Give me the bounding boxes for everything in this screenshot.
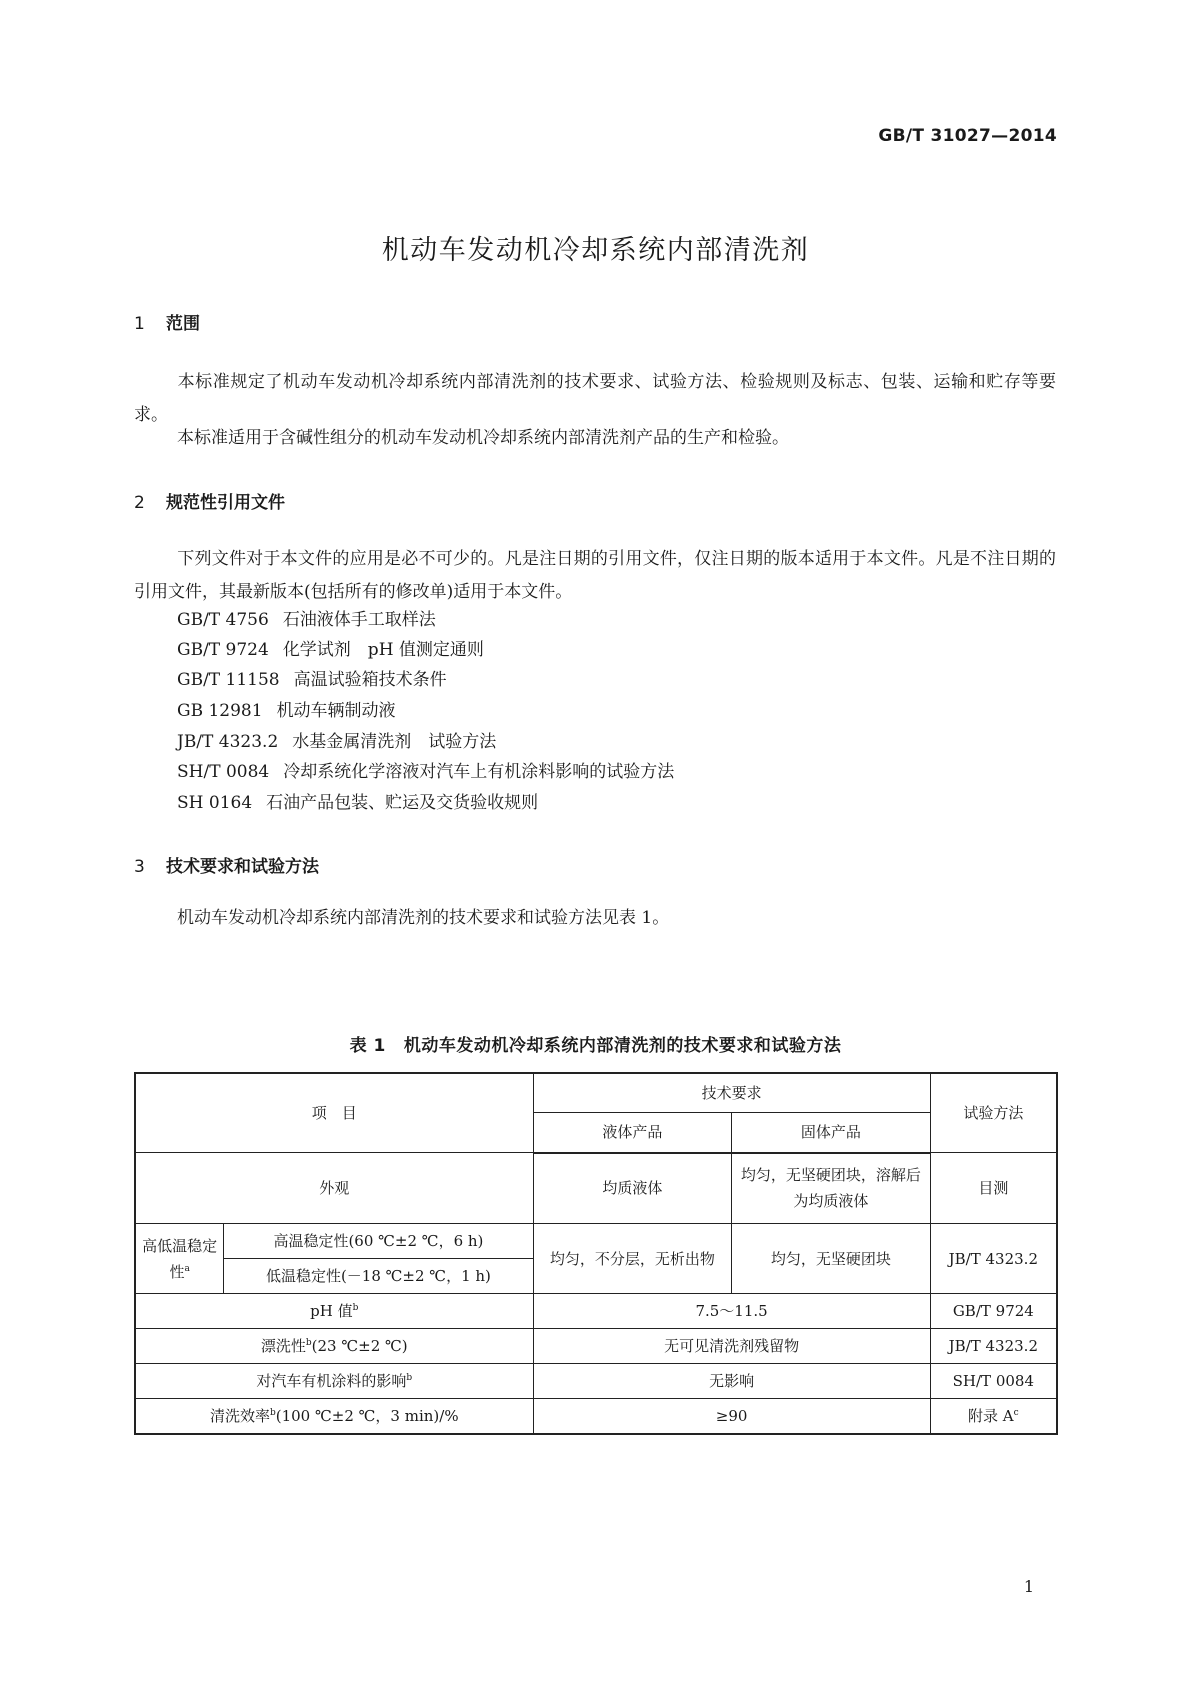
- cell-value: 无影响: [533, 1364, 930, 1399]
- cell-method: GB/T 9724: [930, 1294, 1057, 1329]
- section-number: 2: [134, 493, 145, 513]
- paragraph-text: 本标准适用于含碱性组分的机动车发动机冷却系统内部清洗剂产品的生产和检验。: [177, 428, 789, 448]
- section-number: 3: [134, 857, 145, 877]
- cell-item: 外观: [135, 1153, 533, 1224]
- table-row: [135, 1294, 1057, 1329]
- reference-title: 化学试剂 pH 值测定通则: [282, 640, 484, 660]
- item-condition: (23 ℃±2 ℃): [311, 1337, 408, 1355]
- item-label: 对汽车有机涂料的影响: [256, 1372, 407, 1390]
- reference-title: 石油液体手工取样法: [282, 610, 436, 630]
- reference-title: 冷却系统化学溶液对汽车上有机涂料影响的试验方法: [283, 762, 675, 782]
- paragraph-text: 机动车发动机冷却系统内部清洗剂的技术要求和试验方法见表 1。: [177, 908, 670, 928]
- reference-code: GB/T 9724: [177, 640, 269, 660]
- standard-number: GB/T 31027—2014: [878, 126, 1057, 146]
- reference-code: GB 12981: [177, 701, 263, 721]
- section-title: 技术要求和试验方法: [166, 857, 319, 877]
- reference-code: JB/T 4323.2: [177, 732, 279, 752]
- cell-solid: 均匀，无坚硬团块，溶解后为均质液体: [732, 1153, 931, 1224]
- table-row: [135, 1153, 1057, 1224]
- scope-paragraph-2: [134, 422, 1056, 455]
- footnote-mark: b: [305, 1338, 312, 1348]
- cell-method: JB/T 4323.2: [930, 1224, 1057, 1294]
- header-solid: 固体产品: [732, 1113, 931, 1153]
- reference-item: [177, 665, 447, 690]
- group-label: 高低温稳定性: [142, 1236, 218, 1281]
- footnote-mark: b: [352, 1303, 359, 1313]
- reference-item: [177, 757, 674, 782]
- item-condition: (100 ℃±2 ℃，3 min)/%: [275, 1407, 459, 1425]
- paragraph-text: 下列文件对于本文件的应用是必不可少的。凡是注日期的引用文件，仅注日期的版本适用于本文件。凡是不注日期的引用文件，其最新版本(包括所有的修改单)适用于本文件。: [134, 549, 1056, 602]
- reference-item: [177, 635, 484, 660]
- page-number: 1: [1023, 1577, 1034, 1596]
- reference-item: [177, 696, 396, 721]
- section-number: 1: [134, 314, 145, 334]
- reference-title: 石油产品包装、贮运及交货验收规则: [266, 793, 539, 813]
- section-2-heading: [134, 488, 285, 513]
- cell-item: 高温稳定性(60 ℃±2 ℃，6 h): [224, 1224, 533, 1259]
- section-3-heading: [134, 852, 319, 877]
- table-row: [135, 1224, 1057, 1259]
- cell-solid: 均匀，无坚硬团块: [732, 1224, 931, 1294]
- table-header-row: [135, 1073, 1057, 1113]
- table-label: 表 1: [349, 1036, 386, 1056]
- reference-code: GB/T 4756: [177, 610, 269, 630]
- reference-code: SH/T 0084: [177, 762, 270, 782]
- footnote-mark: b: [406, 1373, 413, 1383]
- cell-liquid: 均质液体: [533, 1153, 732, 1224]
- table-row: [135, 1329, 1057, 1364]
- reference-item: [177, 788, 538, 813]
- reference-title: 水基金属清洗剂 试验方法: [292, 732, 497, 752]
- requirements-table: [134, 1072, 1058, 1435]
- reference-item: [177, 605, 436, 630]
- reference-title: 机动车辆制动液: [276, 701, 396, 721]
- item-label: 漂洗性: [260, 1337, 306, 1355]
- footnote-mark: c: [1013, 1408, 1019, 1418]
- cell-method: [930, 1399, 1057, 1435]
- reference-code: SH 0164: [177, 793, 253, 813]
- cell-liquid: 均匀，不分层，无析出物: [533, 1224, 732, 1294]
- requirements-intro-paragraph: [134, 902, 1056, 935]
- cell-method: JB/T 4323.2: [930, 1329, 1057, 1364]
- table-caption-text: 机动车发动机冷却系统内部清洗剂的技术要求和试验方法: [403, 1036, 842, 1056]
- footnote-mark: a: [184, 1263, 190, 1274]
- section-title: 范围: [166, 314, 200, 334]
- cell-group: [135, 1224, 224, 1294]
- cell-method: SH/T 0084: [930, 1364, 1057, 1399]
- table-caption: [0, 1031, 1191, 1056]
- item-label: 清洗效率: [209, 1407, 270, 1425]
- footnote-mark: b: [269, 1408, 276, 1418]
- section-1-heading: [134, 309, 200, 334]
- cell-value: ≥90: [533, 1399, 930, 1435]
- method-label: 附录 A: [967, 1407, 1014, 1425]
- cell-item: [135, 1364, 533, 1399]
- cell-item: [135, 1399, 533, 1435]
- paragraph-text: 本标准规定了机动车发动机冷却系统内部清洗剂的技术要求、试验方法、检验规则及标志、包装、运输和贮存等要求。: [134, 372, 1056, 425]
- header-liquid: 液体产品: [533, 1113, 732, 1153]
- table-row: [135, 1364, 1057, 1399]
- reference-code: GB/T 11158: [177, 670, 280, 690]
- cell-item: 低温稳定性(－18 ℃±2 ℃，1 h): [224, 1259, 533, 1294]
- cell-value: 7.5～11.5: [533, 1294, 930, 1329]
- cell-item: [135, 1329, 533, 1364]
- cell-method: 目测: [930, 1153, 1057, 1224]
- header-requirements: 技术要求: [533, 1073, 930, 1113]
- cell-value: 无可见清洗剂残留物: [533, 1329, 930, 1364]
- section-title: 规范性引用文件: [166, 493, 285, 513]
- item-label: pH 值: [310, 1302, 353, 1320]
- document-title: 机动车发动机冷却系统内部清洗剂: [381, 235, 810, 266]
- header-method: 试验方法: [930, 1073, 1057, 1153]
- table-row: [135, 1399, 1057, 1435]
- cell-item: [135, 1294, 533, 1329]
- references-intro-paragraph: [134, 543, 1056, 609]
- reference-title: 高温试验箱技术条件: [293, 670, 447, 690]
- header-item: 项 目: [135, 1073, 533, 1153]
- reference-item: [177, 727, 496, 752]
